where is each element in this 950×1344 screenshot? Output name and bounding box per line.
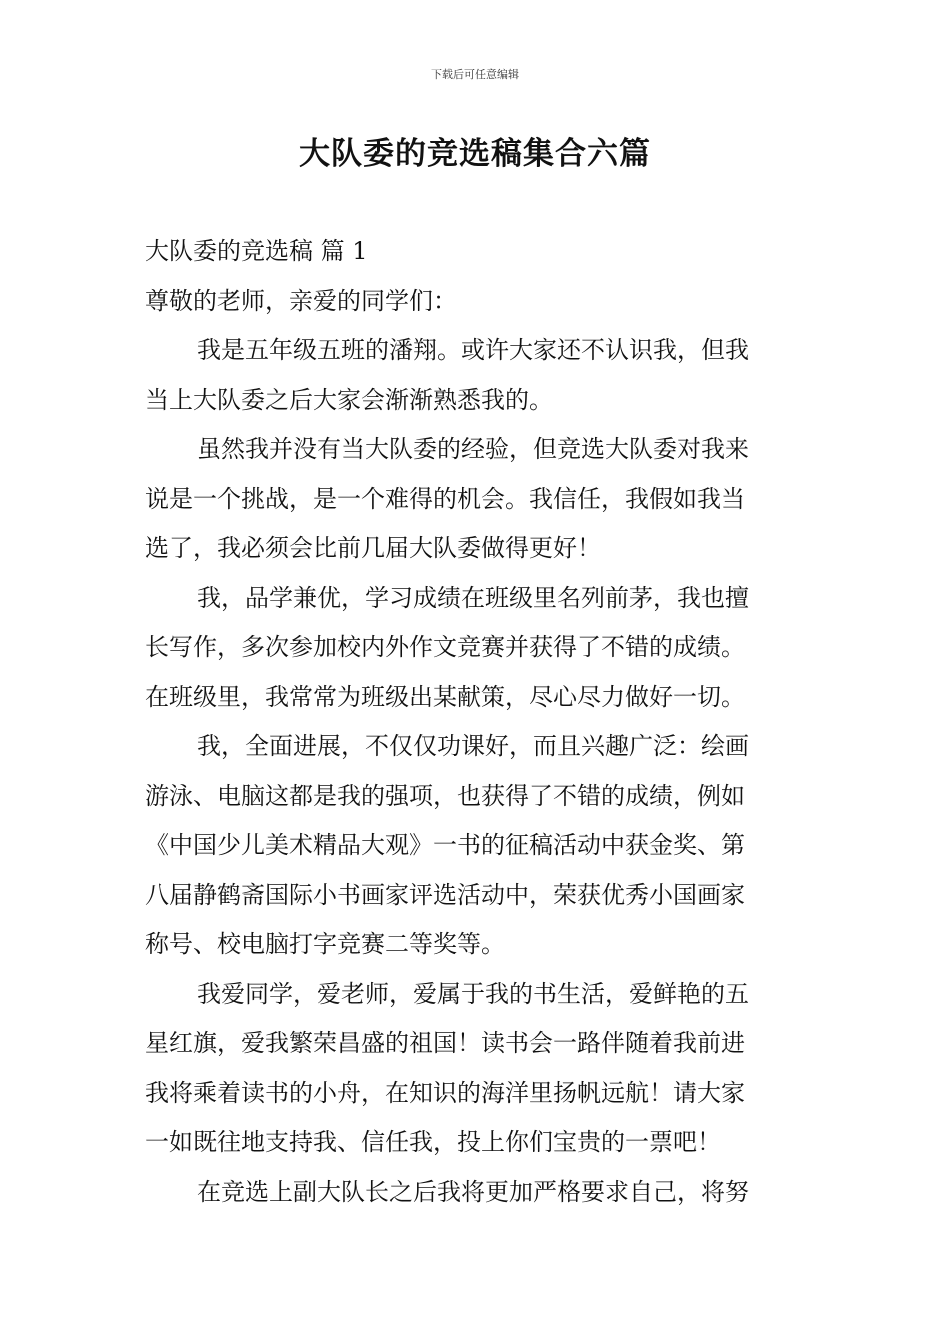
body-line: 在班级里，我常常为班级出某献策，尽心尽力做好一切。 [145,682,745,711]
body-line: 称号、校电脑打字竞赛二等奖等。 [145,930,505,958]
body-line: 星红旗，爱我繁荣昌盛的祖国！读书会一路伴随着我前进 [145,1029,745,1057]
body-line: 长写作，多次参加校内外作文竞赛并获得了不错的成绩。 [145,633,745,661]
body-line: 当上大队委之后大家会渐渐熟悉我的。 [145,385,553,414]
document-body [145,227,805,1217]
body-line: 我，品学兼优，学习成绩在班级里名列前茅，我也擅 [197,583,749,612]
body-line: 游泳、电脑这都是我的强项，也获得了不错的成绩，例如 [145,781,745,810]
body-line: 我是五年级五班的潘翔。或许大家还不认识我，但我 [197,336,749,364]
body-line: 八届静鹤斋国际小书画家评选活动中，荣获优秀小国画家 [145,880,745,909]
body-line: 我，全面进展，不仅仅功课好，而且兴趣广泛：绘画 [197,732,749,760]
body-line: 大队委的竞选稿 篇 1 [145,237,368,265]
body-line: 我爱同学，爱老师，爱属于我的书生活，爱鲜艳的五 [197,979,749,1008]
body-line: 虽然我并没有当大队委的经验，但竞选大队委对我来 [197,435,749,463]
body-line: 说是一个挑战，是一个难得的机会。我信任，我假如我当 [145,484,745,513]
header-note: 下载后可任意编辑 [431,68,519,81]
body-line: 选了，我必须会比前几届大队委做得更好！ [145,534,601,562]
body-line: 在竞选上副大队长之后我将更加严格要求自己，将努 [197,1177,749,1206]
body-line: 一如既往地支持我、信任我，投上你们宝贵的一票吧！ [145,1128,721,1156]
body-line: 尊敬的老师，亲爱的同学们： [145,286,457,315]
body-line: 我将乘着读书的小舟，在知识的海洋里扬帆远航！请大家 [145,1078,745,1107]
document-title: 大队委的竞选稿集合六篇 [299,136,651,172]
body-line: 《中国少儿美术精品大观》一书的征稿活动中获金奖、第 [145,831,745,859]
